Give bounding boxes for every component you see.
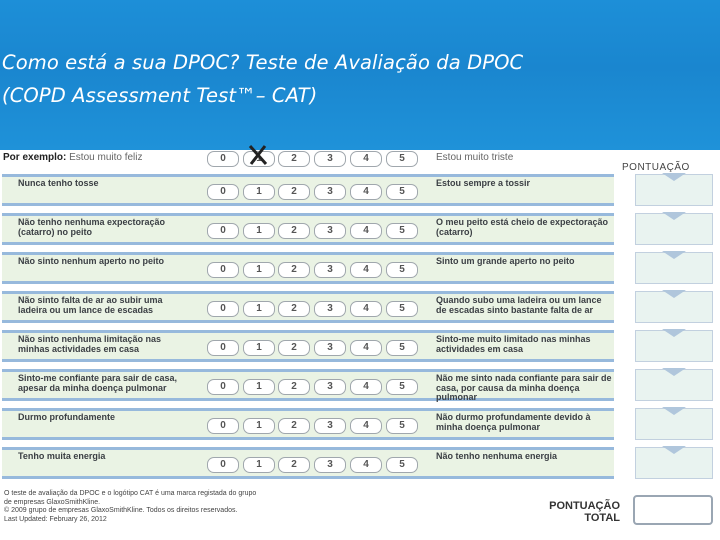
- question-right-statement: Estou sempre a tossir: [436, 178, 531, 188]
- question-row: [2, 174, 614, 206]
- scale-option-2[interactable]: 2: [278, 301, 310, 317]
- scale-option-5[interactable]: 5: [386, 457, 418, 473]
- example-scale-option: 4: [350, 151, 382, 167]
- total-score-label-line-2: TOTAL: [584, 512, 620, 524]
- scale-option-5[interactable]: 5: [386, 301, 418, 317]
- scale-option-0[interactable]: 0: [207, 379, 239, 395]
- question-left-statement: Não sinto falta de ar ao subir uma ladeira ou um lance de escadas: [18, 295, 163, 315]
- arrow-down-icon: [662, 407, 686, 415]
- selected-cross-icon: [247, 144, 269, 166]
- slide-header: [0, 0, 720, 150]
- arrow-down-icon: [662, 251, 686, 259]
- scale-option-3[interactable]: 3: [314, 418, 346, 434]
- scale-option-1[interactable]: 1: [243, 379, 275, 395]
- scale-option-2[interactable]: 2: [278, 457, 310, 473]
- scale-option-1[interactable]: 1: [243, 223, 275, 239]
- question-left-statement: Tenho muita energia: [18, 451, 106, 461]
- question-score-box[interactable]: [635, 447, 713, 479]
- scale-option-1[interactable]: 1: [243, 457, 275, 473]
- scale-option-3[interactable]: 3: [314, 184, 346, 200]
- question-row: [2, 213, 614, 245]
- scale-option-1[interactable]: 1: [243, 184, 275, 200]
- scale-option-1[interactable]: 1: [243, 418, 275, 434]
- question-score-box[interactable]: [635, 330, 713, 362]
- question-scale: [205, 262, 417, 280]
- scale-option-4[interactable]: 4: [350, 301, 382, 317]
- question-right-statement: Sinto um grande aperto no peito: [436, 256, 575, 266]
- scale-option-5[interactable]: 5: [386, 418, 418, 434]
- scale-option-0[interactable]: 0: [207, 418, 239, 434]
- arrow-down-icon: [662, 290, 686, 298]
- slide-title: [2, 46, 718, 112]
- example-left-statement: Estou muito feliz: [66, 152, 143, 163]
- score-column-title: PONTUAÇÃO: [622, 162, 690, 173]
- copyright-line-1: O teste de avaliação da DPOC e o logótipo CAT é uma marca registada do grupo: [4, 490, 257, 497]
- arrow-down-icon: [662, 212, 686, 220]
- slide-title-line-1: Como está a sua DPOC? Teste de Avaliação da DPOC: [2, 51, 524, 74]
- scale-option-0[interactable]: 0: [207, 457, 239, 473]
- scale-option-0[interactable]: 0: [207, 223, 239, 239]
- example-left-text: [3, 152, 143, 163]
- scale-option-1[interactable]: 1: [243, 262, 275, 278]
- question-row: [2, 291, 614, 323]
- scale-option-4[interactable]: 4: [350, 418, 382, 434]
- scale-option-2[interactable]: 2: [278, 184, 310, 200]
- question-score-box[interactable]: [635, 408, 713, 440]
- scale-option-0[interactable]: 0: [207, 301, 239, 317]
- scale-option-2[interactable]: 2: [278, 223, 310, 239]
- scale-option-3[interactable]: 3: [314, 457, 346, 473]
- question-right-statement: Quando subo uma ladeira ou um lance de escadas sinto bastante falta de ar: [436, 295, 602, 315]
- scale-option-5[interactable]: 5: [386, 379, 418, 395]
- scale-option-2[interactable]: 2: [278, 379, 310, 395]
- question-row: [2, 408, 614, 440]
- arrow-down-icon: [662, 329, 686, 337]
- scale-option-4[interactable]: 4: [350, 262, 382, 278]
- question-scale: [205, 340, 417, 358]
- question-row: [2, 252, 614, 284]
- question-right-statement: Não me sinto nada confiante para sair de casa, por causa da minha doença pulmonar: [436, 373, 612, 402]
- example-scale-option: 2: [278, 151, 310, 167]
- example-scale-option: 0: [207, 151, 239, 167]
- question-row: [2, 447, 614, 479]
- question-score-box[interactable]: [635, 174, 713, 206]
- scale-option-3[interactable]: 3: [314, 301, 346, 317]
- question-score-box[interactable]: [635, 291, 713, 323]
- scale-option-3[interactable]: 3: [314, 223, 346, 239]
- arrow-down-icon: [662, 446, 686, 454]
- scale-option-0[interactable]: 0: [207, 262, 239, 278]
- scale-option-4[interactable]: 4: [350, 223, 382, 239]
- example-scale-option: 3: [314, 151, 346, 167]
- scale-option-0[interactable]: 0: [207, 340, 239, 356]
- total-score-box[interactable]: [633, 495, 713, 525]
- example-scale: [205, 150, 417, 168]
- question-score-box[interactable]: [635, 369, 713, 401]
- scale-option-4[interactable]: 4: [350, 379, 382, 395]
- question-score-box[interactable]: [635, 213, 713, 245]
- scale-option-2[interactable]: 2: [278, 262, 310, 278]
- question-row: [2, 369, 614, 401]
- question-right-statement: Não durmo profundamente devido à minha doença pulmonar: [436, 412, 591, 432]
- slide-title-line-2: (COPD Assessment Test™– CAT): [2, 84, 318, 107]
- question-left-statement: Não sinto nenhum aperto no peito: [18, 256, 164, 266]
- copyright-line-4: Last Updated: February 26, 2012: [4, 515, 107, 523]
- scale-option-4[interactable]: 4: [350, 340, 382, 356]
- copyright-line-2: de empresas GlaxoSmithKline.: [4, 498, 101, 506]
- example-scale-option: 1: [243, 151, 275, 167]
- cat-questionnaire-form: [0, 150, 720, 540]
- scale-option-5[interactable]: 5: [386, 262, 418, 278]
- question-left-statement: Sinto-me confiante para sair de casa, apesar da minha doença pulmonar: [18, 373, 178, 393]
- question-scale: [205, 184, 417, 202]
- copyright-note: [4, 490, 424, 524]
- question-right-statement: O meu peito está cheio de expectoração (catarro): [436, 217, 609, 237]
- example-scale-option: 5: [386, 151, 418, 167]
- scale-option-4[interactable]: 4: [350, 457, 382, 473]
- question-scale: [205, 457, 417, 475]
- arrow-down-icon: [662, 368, 686, 376]
- scale-option-5[interactable]: 5: [386, 184, 418, 200]
- question-row: [2, 330, 614, 362]
- scale-option-3[interactable]: 3: [314, 262, 346, 278]
- total-score-label-line-1: PONTUAÇÃO: [549, 500, 620, 512]
- question-scale: [205, 418, 417, 436]
- question-left-statement: Não sinto nenhuma limitação nas minhas actividades em casa: [18, 334, 162, 354]
- arrow-down-icon: [662, 173, 686, 181]
- question-scale: [205, 223, 417, 241]
- scale-option-5[interactable]: 5: [386, 223, 418, 239]
- scale-option-3[interactable]: 3: [314, 340, 346, 356]
- scale-option-2[interactable]: 2: [278, 340, 310, 356]
- question-left-statement: Nunca tenho tosse: [18, 178, 99, 188]
- question-right-statement: Sinto-me muito limitado nas minhas actividades em casa: [436, 334, 591, 354]
- example-row: [0, 150, 614, 168]
- copyright-line-3: © 2009 grupo de empresas GlaxoSmithKline. Todos os direitos reservados.: [4, 507, 238, 514]
- total-score-label: [495, 500, 620, 524]
- scale-option-2[interactable]: 2: [278, 418, 310, 434]
- scale-option-5[interactable]: 5: [386, 340, 418, 356]
- question-left-statement: Não tenho nenhuma expectoração (catarro) no peito: [18, 217, 166, 237]
- scale-option-4[interactable]: 4: [350, 184, 382, 200]
- question-left-statement: Durmo profundamente: [18, 412, 116, 422]
- question-scale: [205, 379, 417, 397]
- scale-option-0[interactable]: 0: [207, 184, 239, 200]
- example-right-statement: Estou muito triste: [436, 152, 514, 163]
- question-scale: [205, 301, 417, 319]
- question-score-box[interactable]: [635, 252, 713, 284]
- example-label: Por exemplo:: [3, 152, 67, 163]
- question-right-statement: Não tenho nenhuma energia: [436, 451, 558, 461]
- scale-option-1[interactable]: 1: [243, 340, 275, 356]
- scale-option-3[interactable]: 3: [314, 379, 346, 395]
- scale-option-1[interactable]: 1: [243, 301, 275, 317]
